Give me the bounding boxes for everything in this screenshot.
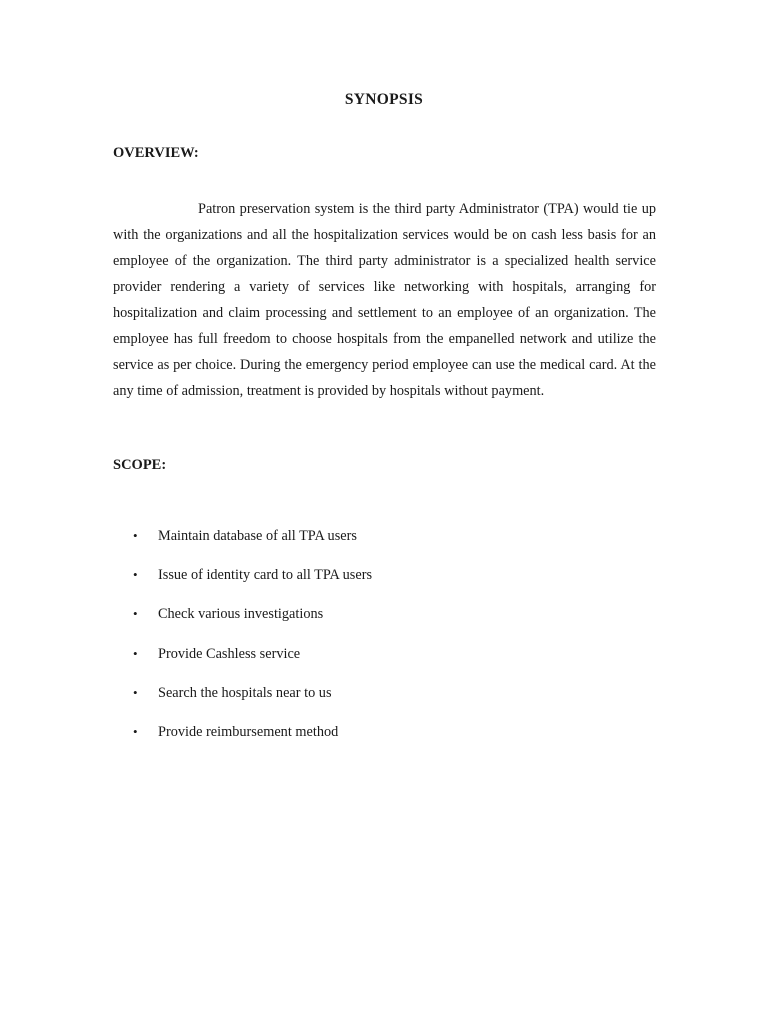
document-title: SYNOPSIS	[344, 91, 424, 108]
scope-list-item	[113, 643, 372, 682]
scope-list-item	[113, 603, 372, 642]
bullet-icon: •	[133, 528, 138, 543]
scope-list-item	[113, 721, 372, 760]
scope-item-text: Search the hospitals near to us	[158, 684, 332, 701]
bullet-icon: •	[133, 567, 138, 583]
scope-item-text: Issue of identity card to all TPA users	[158, 567, 373, 584]
bullet-icon: •	[133, 606, 138, 622]
overview-heading: OVERVIEW:	[113, 145, 199, 161]
scope-item-text: Provide Cashless service	[158, 645, 301, 662]
scope-list-item	[113, 525, 372, 564]
scope-item-text: Check various investigations	[158, 606, 324, 623]
scope-list-item	[113, 682, 372, 721]
bullet-icon: •	[133, 684, 138, 700]
bullet-icon: •	[133, 723, 138, 739]
scope-list	[113, 525, 372, 760]
scope-item-text: Maintain database of all TPA users	[158, 528, 357, 544]
scope-item-text: Provide reimbursement method	[158, 723, 339, 740]
bullet-icon: •	[133, 645, 138, 661]
scope-heading: SCOPE:	[113, 457, 167, 473]
scope-list-item	[113, 564, 372, 603]
overview-paragraph: Patron preservation system is the third party Administrator (TPA) would tie up with the organizations and all the hospitalization services would be on cash less basis for an employee of the organization. The third party administrator is a specialized health service provider rendering a variety of services like networking with hospitals, arranging for hospitalization and claim processing and settlement to an employee of an organization. The employee has full freedom to choose hospitals from the empanelled network and utilize the service as per choice. During the emergency period employee can use the medical card. At the any time of admission, treatment is provided by hospitals without payment.	[113, 201, 656, 399]
